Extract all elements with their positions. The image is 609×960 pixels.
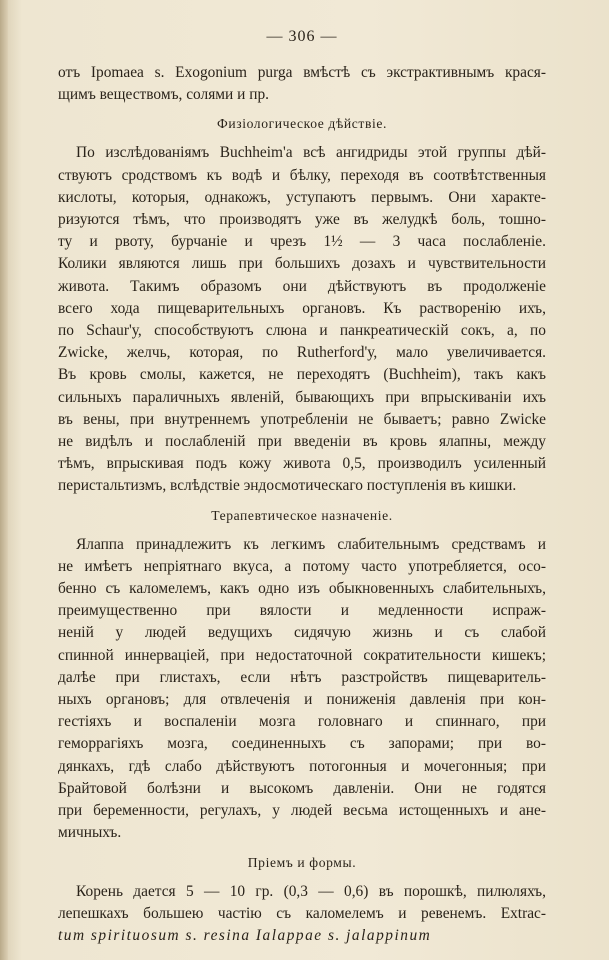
text-line: тѣмъ, впрыскивая подъ кожу живота 0,5, производилъ усиленный bbox=[58, 455, 546, 473]
text-line: лепешкахъ большею частiю съ каломелемъ и ревенемъ. Extrac- bbox=[58, 904, 546, 922]
text-line: мичныхъ. bbox=[58, 824, 122, 842]
text-line: всего хода пищеварительныхъ органовъ. Къ раствoренiю ихъ, bbox=[58, 299, 546, 317]
text-line: сильныхъ параличныхъ явленiй, бывающихъ при впрыскиванiи ихъ bbox=[58, 388, 546, 406]
text-line: живота. Такимъ образомъ они дѣйствуютъ въ продолженiе bbox=[58, 277, 546, 295]
text-line: отъ Ipomaea s. Exogonium purga вмѣстѣ съ экстрактивнымъ крася- bbox=[58, 64, 546, 81]
text-line: преимущественно при вялости и медленности испраж- bbox=[58, 602, 546, 620]
text-line: гестiяхъ и воспаленiи мозга головнаго и спиннаго, при bbox=[58, 713, 546, 731]
text-line: не видѣлъ и послабленiй при введенiи въ кровь ялапны, между bbox=[58, 433, 546, 451]
text-line: ствуютъ сродствомъ къ водѣ и бѣлку, переходя въ соотвѣтственныя bbox=[58, 166, 546, 184]
physiological-paragraph bbox=[58, 142, 546, 497]
text-line: Брайтовой болѣзни и высокомъ давленiи. Они не годятся bbox=[58, 779, 546, 797]
text-line: По изслѣдованiямъ Buchheim'а всѣ ангидриды этой группы дѣй- bbox=[76, 144, 546, 162]
text-line: ту и рвоту, бурчанiе и чрезъ 1½ — 3 часа послабленiе. bbox=[58, 233, 546, 251]
text-line: далѣе при глистахъ, если нѣтъ разстройствъ пищеваритель- bbox=[58, 668, 546, 686]
text-line: Корень дается 5 — 10 гр. (0,3 — 0,6) въ порошкѣ, пилюляхъ, bbox=[76, 882, 546, 900]
text-line: бенно съ каломелемъ, какъ одно изъ обыкновенныхъ слабительныхъ, bbox=[58, 580, 546, 598]
text-line: Ялаппа принадлежитъ къ легкимъ слабительнымъ средствамъ и bbox=[76, 535, 546, 553]
text-line: кислоты, которыя, однакожъ, уступаютъ первымъ. Они характе- bbox=[58, 188, 546, 206]
text-line: tum spirituosum s. resina Ialappae s. jalappinum bbox=[58, 926, 432, 944]
section-heading-dosage: Прiемъ и формы. bbox=[247, 854, 357, 870]
text-line: ризуются тѣмъ, что производятъ уже въ желудкѣ боль, тошно- bbox=[58, 211, 546, 229]
text-line: ныхъ органовъ; для отвлеченiя и пониженiя давленiя при кон- bbox=[58, 691, 546, 709]
text-line: дянкахъ, гдѣ слабо дѣйствуютъ потогонныя и мочегонныя; при bbox=[58, 757, 546, 775]
page-spine-shadow bbox=[0, 0, 8, 960]
text-line: Колики являются лишь при большихъ дозахъ и чувствительности bbox=[58, 255, 546, 273]
text-line: въ вены, при внутреннемъ употребленiи не бываетъ; равно Zwicke bbox=[58, 410, 546, 428]
text-line: по Schaur'у, способствуютъ слюна и панкреатическiй сокъ, а, по bbox=[58, 322, 546, 340]
text-line: ненiй у людей ведущихъ сидячую жизнь и съ слабой bbox=[58, 624, 546, 642]
page-content bbox=[58, 28, 546, 947]
text-line: при беременности, регулахъ, у людей весьма истощенныхъ и ане- bbox=[58, 802, 546, 820]
page-number: — 306 — bbox=[266, 28, 338, 45]
section-heading-therapeutic: Терапевтическое назначенiе. bbox=[211, 507, 393, 523]
text-line: щимъ веществомъ, солями и пр. bbox=[58, 86, 269, 104]
text-line: спинной иннервацiей, при недостаточной сократительности кишекъ; bbox=[58, 646, 546, 664]
section-heading-physiological: Физiологическое дѣйствiе. bbox=[217, 116, 387, 132]
text-line: не имѣетъ непрiятнаго вкуса, а потому часто употребляется, осо- bbox=[58, 557, 546, 575]
text-line: Zwicke, желчь, которая, по Rutherford'у, мало увеличивается. bbox=[58, 344, 546, 362]
text-line: перистальтизмъ, вслѣдствiе эндосмотическаго поступленiя въ кишки. bbox=[58, 477, 517, 495]
therapeutic-paragraph bbox=[58, 534, 546, 845]
text-line: Въ кровь смолы, кажется, не переходятъ (Buchheim), такъ какъ bbox=[58, 366, 546, 384]
intro-paragraph bbox=[58, 62, 546, 106]
text-line: геморрагiяхъ мозга, соединенныхъ съ запорами; при во- bbox=[58, 735, 546, 753]
dosage-paragraph bbox=[58, 881, 546, 948]
